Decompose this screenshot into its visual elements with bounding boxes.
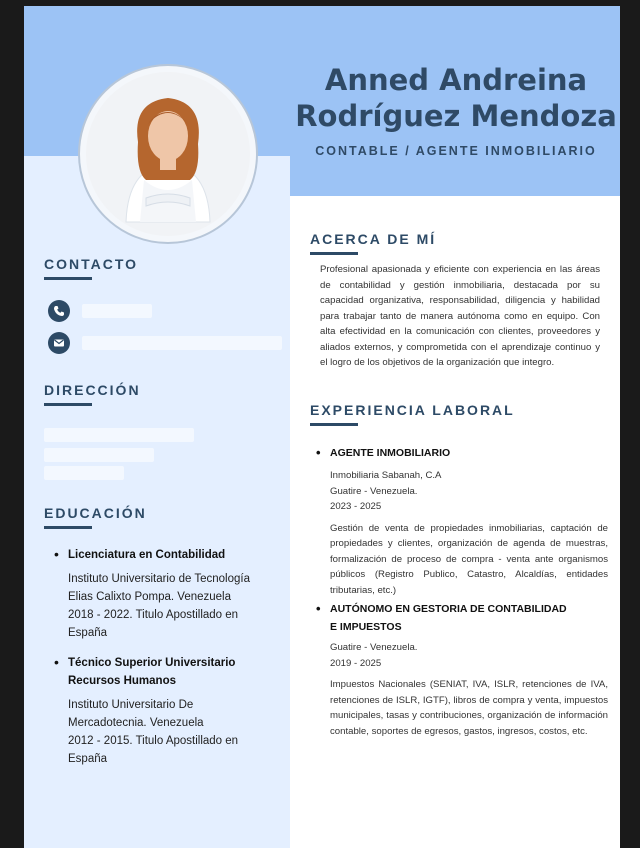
profile-photo [86,72,250,236]
address-line-2-redacted [44,448,154,462]
job-location: Guatire - Venezuela. [330,485,418,497]
address-title: DIRECCIÓN [44,382,141,398]
job-description: Impuestos Nacionales (SENIAT, IVA, ISLR, retenciones de IVA, retenciones de ISLR, IGTF), libros de compra y venta, impuestos municipales, tasas y contribuciones, organización de información contable, soportes de egresos, gastos, ingresos, costos, etc. [330,679,608,737]
job-description: Gestión de venta de propiedades inmobiliarias, captación de propiedades y clientes, organización de agenda de muestras, formalización de proceso de compra - venta ante organismos públicos (Registro Publico, Catastro, Alcaldías, entidades tributarias, etc.) [330,522,608,596]
job-period: 2019 - 2025 [330,657,382,669]
education-detail: Instituto Universitario De [68,699,194,711]
about-title-underline [310,252,358,255]
job-title-line-1: • AUTÓNOMO EN GESTORIA DE CONTABILIDAD [316,600,608,618]
education-title-underline [44,526,92,529]
phone-icon [48,300,70,322]
address-line-3-redacted [44,466,124,480]
education-degree-line-2: Recursos Humanos [68,675,177,687]
candidate-name [292,62,620,134]
contact-title: CONTACTO [44,256,139,272]
address-line-1-redacted [44,428,194,442]
email-value-redacted [82,336,282,350]
experience-title: EXPERIENCIA LABORAL [310,402,515,418]
job-company: Inmobiliaria Sabanah, C.A [330,470,442,481]
education-detail: España [68,627,108,639]
phone-value-redacted [82,304,152,318]
name-line-2: Rodríguez Mendoza [295,99,617,133]
contact-title-underline [44,277,92,280]
about-text: Profesional apasionada y eficiente con experiencia en las áreas de contabilidad y gestión inmobiliaria, destacada por su capacidad organizativa, responsabilidad, diligencia y habilidad para trabajar tanto de manera autónoma como en equipo. Con alta efectividad en la comunicación con clientes, proveedores y aliados externos, y comprometida con el aprendizaje continuo y el logro de los objetivos de la organización que integro. [320,264,600,368]
job-period: 2023 - 2025 [330,501,382,512]
education-detail: Elias Calixto Pompa. Venezuela [68,591,232,603]
job-entry [316,444,608,598]
about-title: ACERCA DE MÍ [310,231,437,247]
education-detail: 2018 - 2022. Titulo Apostillado en [68,609,239,621]
resume-page [24,6,620,848]
job-subtitle: CONTABLE / AGENTE INMOBILIARIO [315,144,597,158]
education-degree: • Licenciatura en Contabilidad [68,549,226,561]
email-icon [48,332,70,354]
job-entry [316,600,608,739]
education-title: EDUCACIÓN [44,505,147,521]
job-title: • AGENTE INMOBILIARIO [316,444,608,462]
experience-title-underline [310,423,358,426]
job-location: Guatire - Venezuela. [330,642,418,653]
education-degree-line-1: • Técnico Superior Universitario [68,657,236,669]
person-portrait-icon [86,72,250,236]
profile-photo-frame [78,64,258,244]
education-detail: Mercadotecnia. Venezuela [68,717,204,729]
job-title-line-2: E IMPUESTOS [330,621,402,633]
name-line-1: Anned Andreina [324,63,588,97]
education-list [54,546,284,778]
address-title-underline [44,403,92,406]
education-item [54,546,284,642]
education-detail: España [68,753,108,765]
education-detail: Instituto Universitario de Tecnología [68,573,250,585]
education-detail: 2012 - 2015. Titulo Apostillado en [68,735,239,747]
education-item [54,654,284,768]
